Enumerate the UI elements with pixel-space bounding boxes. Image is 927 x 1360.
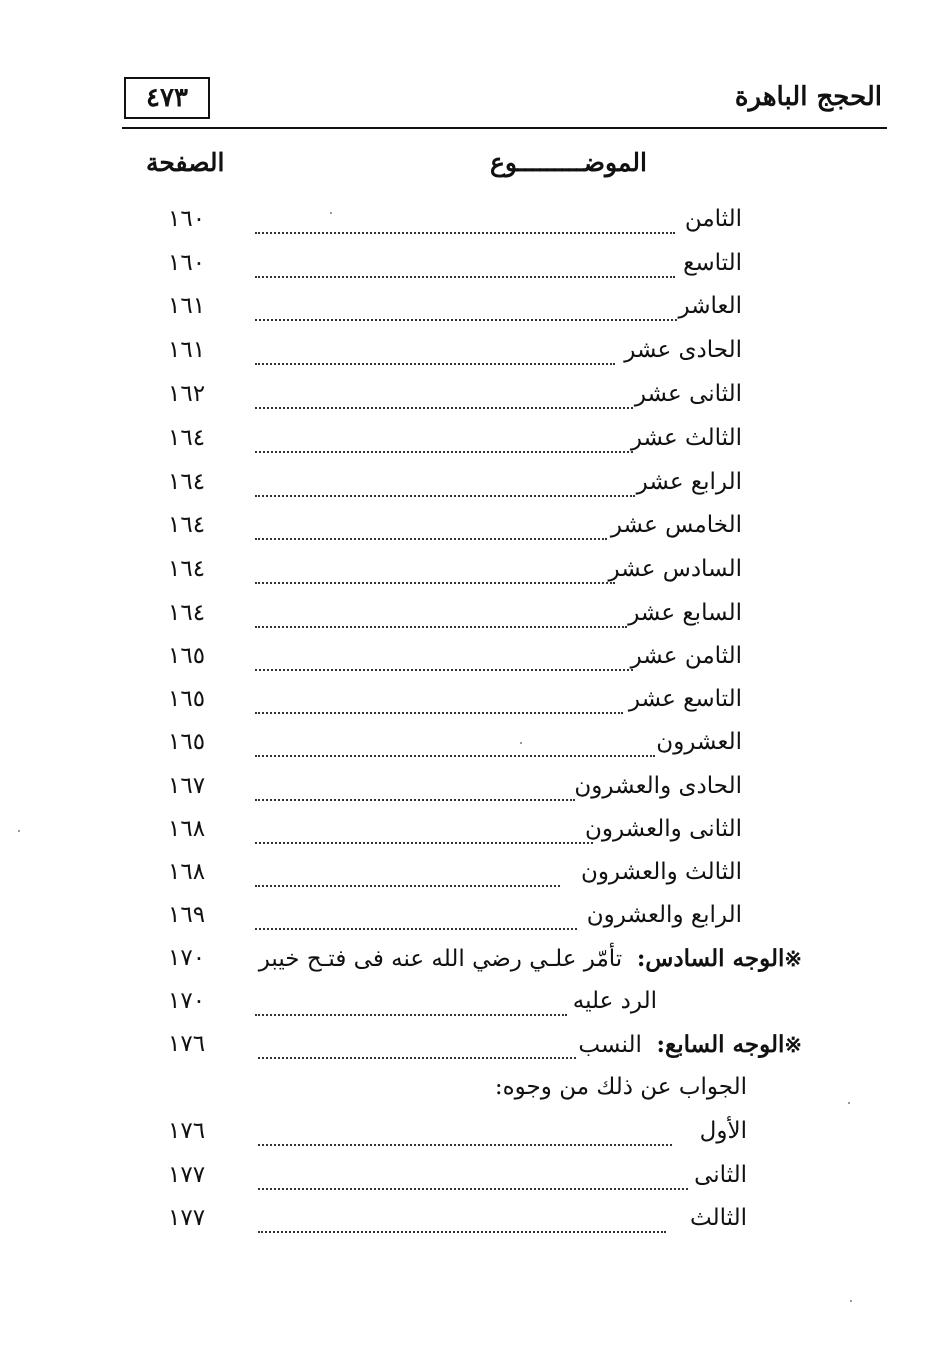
section-six-heading [259,945,802,972]
row-page: ١٦٤ [168,512,206,538]
reply-text: الرد عليه [572,988,657,1014]
scan-speck [848,1102,850,1104]
index-row [0,1162,927,1202]
row-page: ١٦٠ [168,206,206,232]
leader-dots [255,232,675,234]
leader-dots [255,669,633,671]
row-topic: الرابع والعشرون [586,902,742,928]
index-row [0,425,927,465]
row-page: ١٦٤ [168,556,206,582]
leader-dots [255,799,575,801]
row-page: ١٦٨ [168,859,206,885]
section-seven-heading [578,1031,802,1058]
topic-column-heading: الموضـــــــــوع [490,148,647,177]
index-row [0,600,927,640]
row-topic: الحادى عشر [624,337,742,363]
row-page: ١٧٦ [168,1118,206,1144]
index-row [0,293,927,333]
leader-dots [255,495,635,497]
row-page: ١٦٢ [168,381,206,407]
index-row [0,250,927,290]
row-page: ١٦٧ [168,773,206,799]
page-number: ٤٧٣ [146,83,188,113]
leader-dots [258,1231,666,1233]
reply-page: ١٧٠ [168,988,206,1014]
row-topic: الثانى عشر [634,381,742,407]
scan-speck [850,1300,852,1302]
row-page: ١٦٥ [168,729,206,755]
row-topic: الثانى [694,1162,747,1188]
index-row [0,469,927,509]
row-page: ١٧٧ [168,1205,206,1231]
row-page: ١٦١ [168,293,206,319]
row-page: ١٧٧ [168,1162,206,1188]
index-row [0,773,927,813]
leader-dots [255,451,633,453]
scan-speck [520,742,522,744]
row-topic: الثالث [690,1205,747,1231]
header-rule [122,127,887,129]
leader-dots [255,538,607,540]
leader-dots [255,363,615,365]
row-page: ١٦٠ [168,250,206,276]
section-seven-label: الوجه السابع: [656,1031,785,1058]
index-row [0,337,927,377]
leader-dots [258,1057,576,1059]
row-topic: الثامن عشر [630,643,742,669]
row-topic: السابع عشر [628,600,742,626]
row-page: ١٦٤ [168,425,206,451]
scan-speck [330,212,332,214]
leader-dots [255,842,593,844]
row-topic: الحادى والعشرون [574,773,742,799]
index-row [0,859,927,899]
row-topic: السادس عشر [608,556,742,582]
scan-speck [18,830,20,832]
leader-dots [255,885,560,887]
leader-dots [255,276,675,278]
row-topic: الثامن [684,206,742,232]
index-row [0,643,927,683]
row-page: ١٦١ [168,337,206,363]
row-topic: العاشر [678,293,742,319]
leader-dots [255,407,633,409]
row-topic: التاسع عشر [628,686,742,712]
section-six-row [0,945,927,985]
index-row [0,729,927,769]
row-topic: الخامس عشر [610,512,742,538]
index-row [0,816,927,856]
answer-intro: الجواب عن ذلك من وجوه: [494,1074,747,1100]
index-row [0,556,927,596]
leader-dots [255,582,615,584]
answer-intro-row [0,1074,927,1114]
leader-dots [258,1144,672,1146]
star-marker-icon: ※ [784,946,802,971]
section-seven-page: ١٧٦ [168,1031,206,1057]
index-row [0,206,927,246]
index-row [0,381,927,421]
row-topic: الأول [699,1118,747,1144]
leader-dots [255,626,627,628]
index-row [0,686,927,726]
row-topic: الرابع عشر [636,469,742,495]
row-topic: الثانى والعشرون [584,816,742,842]
row-page: ١٦٤ [168,469,206,495]
row-topic: الثالث عشر [630,425,742,451]
leader-dots [258,1188,688,1190]
row-page: ١٦٩ [168,902,206,928]
section-six-page: ١٧٠ [168,945,206,971]
page-number-box [124,77,210,119]
page-column-heading: الصفحة [146,148,225,177]
section-seven-title: النسب [578,1032,642,1058]
row-topic: العشرون [656,729,742,755]
index-row [0,1118,927,1158]
leader-dots [255,755,655,757]
row-page: ١٦٨ [168,816,206,842]
star-marker-icon: ※ [784,1032,802,1057]
index-row [0,1205,927,1245]
leader-dots [255,319,677,321]
row-topic: التاسع [683,250,742,276]
leader-dots [255,1014,567,1016]
leader-dots [255,928,577,930]
section-six-title: تأمّر علـي رضي الله عنه فى فتـح خيبر [258,946,623,972]
row-topic: الثالث والعشرون [580,859,742,885]
section-seven-row [0,1031,927,1071]
index-row [0,512,927,552]
row-page: ١٦٥ [168,686,206,712]
leader-dots [255,712,623,714]
running-title: الحجج الباهرة [734,82,882,112]
index-row [0,902,927,942]
row-page: ١٦٤ [168,600,206,626]
row-page: ١٦٥ [168,643,206,669]
section-six-label: الوجه السادس: [636,945,785,972]
section-six-reply-row [0,988,927,1028]
